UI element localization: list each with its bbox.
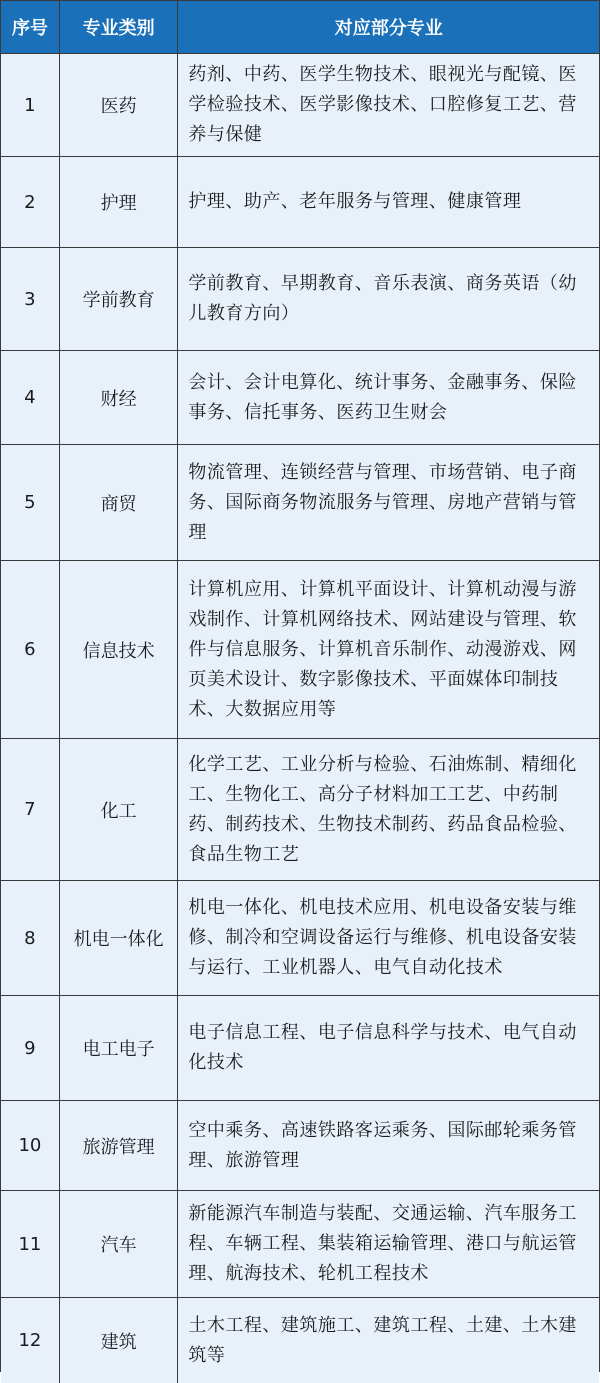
table-row xyxy=(1,248,599,351)
table-row xyxy=(1,1298,599,1383)
majors: 护理、助产、老年服务与管理、健康管理 xyxy=(188,191,522,212)
majors: 药剂、中药、医学生物技术、眼视光与配镜、医学检验技术、医学影像技术、口腔修复工艺、营养与保健 xyxy=(188,64,577,145)
majors: 化学工艺、工业分析与检验、石油炼制、精细化工、生物化工、高分子材料加工工艺、中药制药、制药技术、生物技术制药、药品食品检验、食品生物工艺 xyxy=(188,753,577,865)
table-row xyxy=(1,739,599,881)
table-header xyxy=(1,1,599,54)
serial-number: 4 xyxy=(1,351,60,444)
category: 财经 xyxy=(60,351,179,444)
serial-number: 1 xyxy=(1,54,60,156)
category: 护理 xyxy=(60,157,179,247)
header-majors: 对应部分专业 xyxy=(334,18,443,39)
serial-number: 6 xyxy=(1,561,60,738)
majors: 会计、会计电算化、统计事务、金融事务、保险事务、信托事务、医药卫生财会 xyxy=(188,371,577,423)
serial-number: 5 xyxy=(1,445,60,560)
category: 旅游管理 xyxy=(60,1101,179,1190)
category: 建筑 xyxy=(60,1298,179,1383)
serial-number: 7 xyxy=(1,739,60,880)
majors: 空中乘务、高速铁路客运乘务、国际邮轮乘务管理、旅游管理 xyxy=(188,1119,577,1171)
header-category: 专业类别 xyxy=(60,1,179,53)
majors: 土木工程、建筑施工、建筑工程、土建、土木建筑等 xyxy=(188,1314,577,1366)
majors: 机电一体化、机电技术应用、机电设备安装与维修、制冷和空调设备运行与维修、机电设备安装与运行、工业机器人、电气自动化技术 xyxy=(188,897,577,978)
category: 商贸 xyxy=(60,445,179,560)
category: 汽车 xyxy=(60,1191,179,1297)
header-serial-number: 序号 xyxy=(1,1,60,53)
table-row xyxy=(1,1191,599,1298)
majors: 物流管理、连锁经营与管理、市场营销、电子商务、国际商务物流服务与管理、房地产营销与管理 xyxy=(188,461,577,543)
serial-number: 10 xyxy=(1,1101,60,1190)
majors: 电子信息工程、电子信息科学与技术、电气自动化技术 xyxy=(188,1022,577,1073)
majors: 学前教育、早期教育、音乐表演、商务英语（幼儿教育方向） xyxy=(188,273,577,324)
category: 机电一体化 xyxy=(60,881,179,995)
table-row xyxy=(1,561,599,739)
category: 医药 xyxy=(60,54,179,156)
majors: 新能源汽车制造与装配、交通运输、汽车服务工程、车辆工程、集装箱运输管理、港口与航运管理、航海技术、轮机工程技术 xyxy=(188,1203,577,1284)
serial-number: 3 xyxy=(1,248,60,350)
category: 信息技术 xyxy=(60,561,179,738)
serial-number: 11 xyxy=(1,1191,60,1297)
majors: 计算机应用、计算机平面设计、计算机动漫与游戏制作、计算机网络技术、网站建设与管理、软件与信息服务、计算机音乐制作、动漫游戏、网页美术设计、数字影像技术、平面媒体印制技术、大数据应用等 xyxy=(188,578,577,720)
category: 化工 xyxy=(60,739,179,880)
table-row xyxy=(1,996,599,1101)
table-row xyxy=(1,157,599,248)
table-row xyxy=(1,1101,599,1191)
serial-number: 12 xyxy=(1,1298,60,1383)
serial-number: 2 xyxy=(1,157,60,247)
category: 学前教育 xyxy=(60,248,179,350)
category: 电工电子 xyxy=(60,996,179,1100)
table-row xyxy=(1,54,599,157)
serial-number: 9 xyxy=(1,996,60,1100)
table-row xyxy=(1,445,599,561)
serial-number: 8 xyxy=(1,881,60,995)
table-row xyxy=(1,881,599,996)
table-row xyxy=(1,351,599,445)
